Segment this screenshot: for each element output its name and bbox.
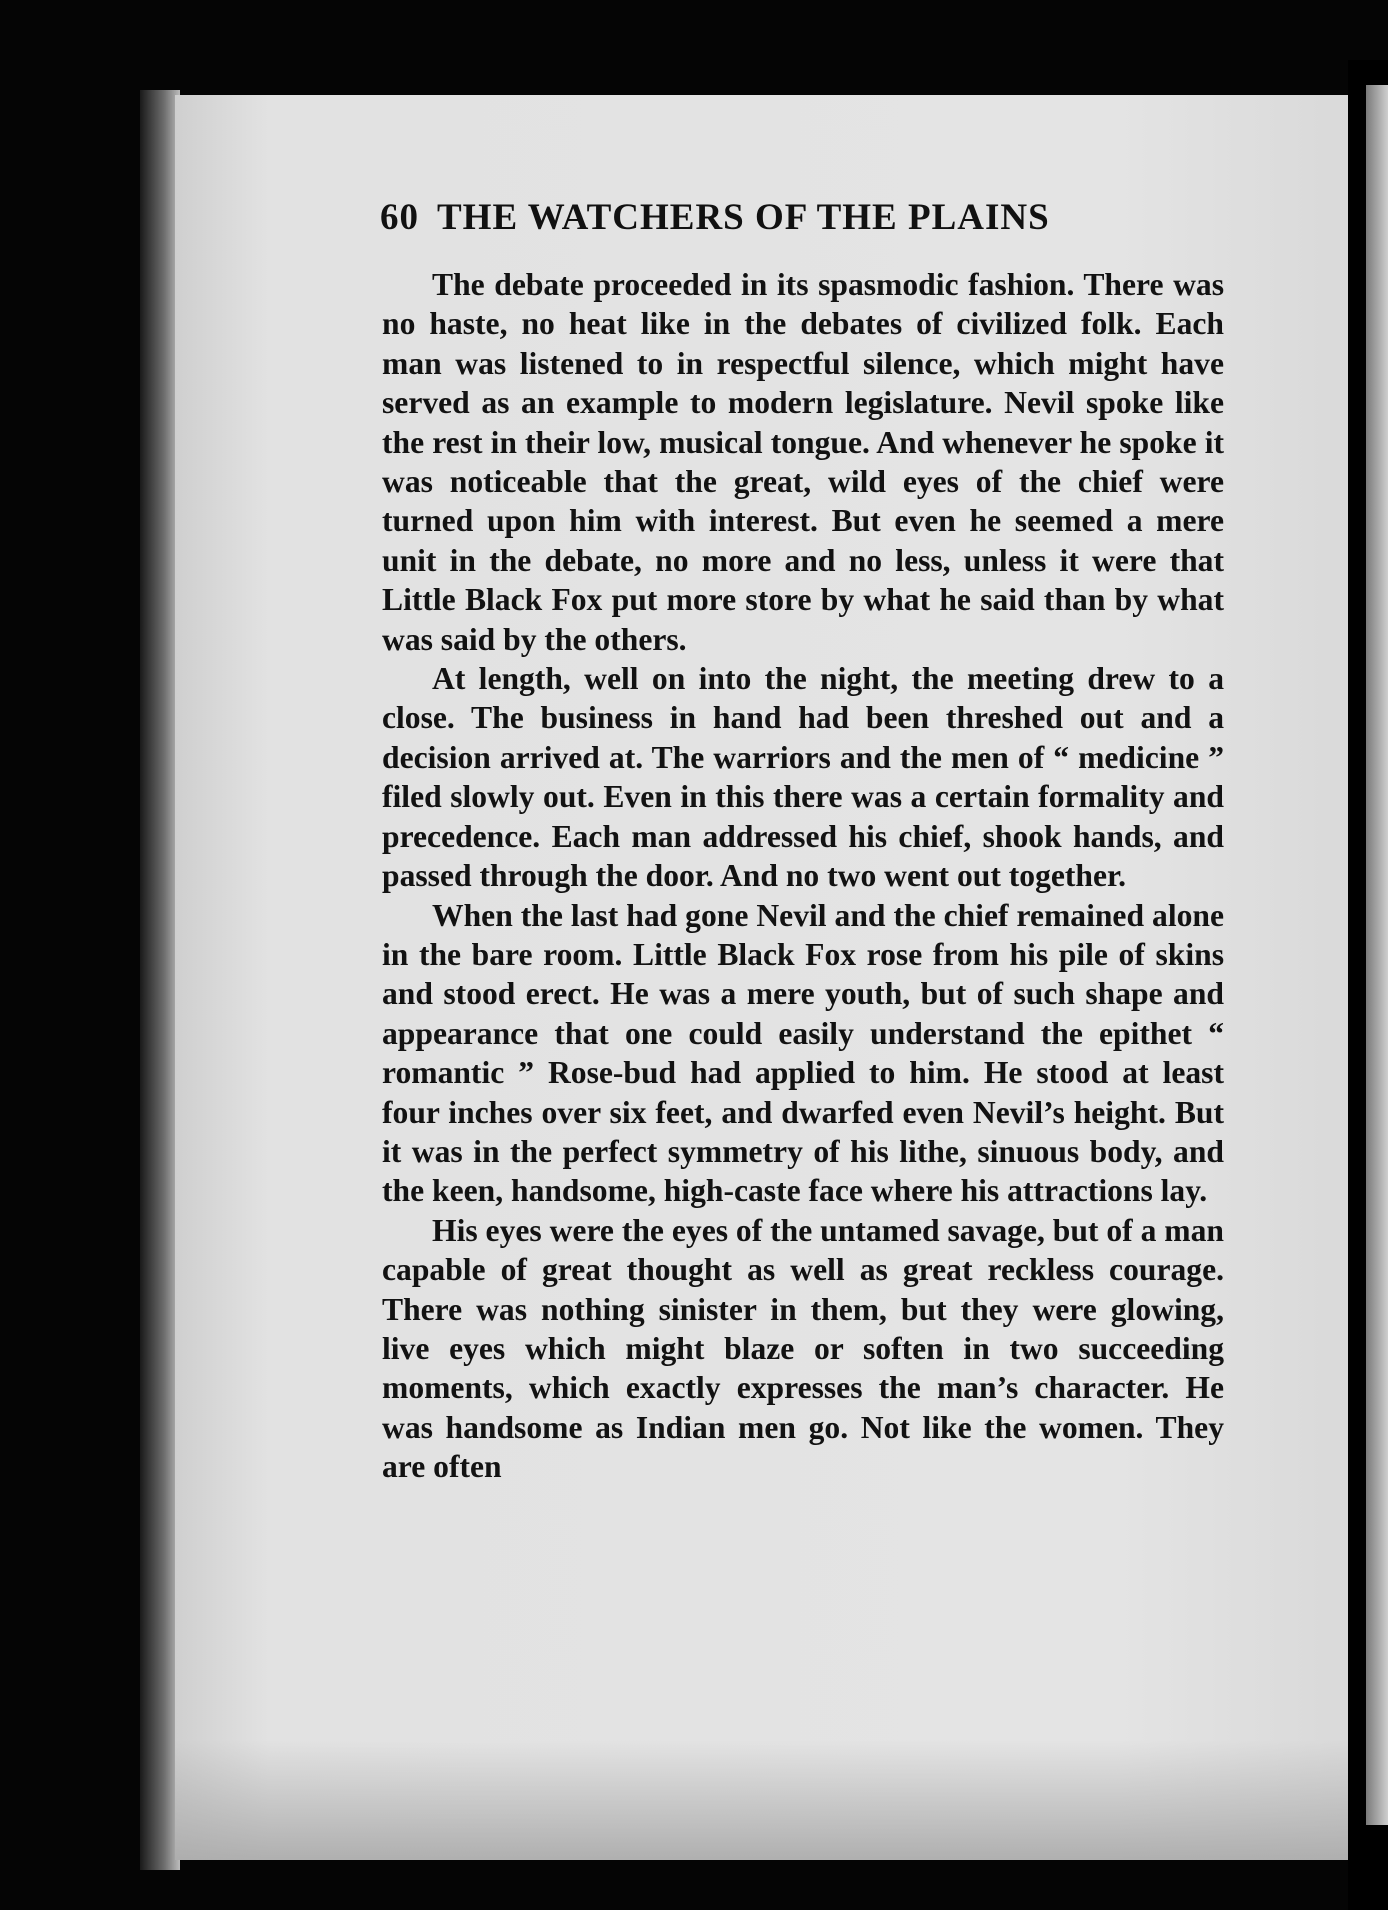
running-header xyxy=(380,196,1280,239)
paragraph-1: The debate proceeded in its spasmodic fashion. There was no haste, no heat like in the debates of civilized folk. Each man was listened to in respectful silence, which might have served as an example to modern legislature. Nevil spoke like the rest in their low, musical tongue. And whenever he spoke it was noticeable that the great, wild eyes of the chief were turned upon him with interest. But even he seemed a mere unit in the debate, no more and no less, unless it were that Little Black Fox put more store by what he said than by what was said by the others. xyxy=(382,267,1224,657)
page-number: 60 xyxy=(380,197,419,238)
body-text xyxy=(382,265,1224,1487)
paragraph-4: His eyes were the eyes of the untamed savage, but of a man capable of great thought as well as great reckless courage. There was nothing sinister in them, but they were glowing, live eyes which might blaze or soften in two succeeding moments, which exactly expresses the man’s character. He was handsome as Indian men go. Not like the women. They are often xyxy=(382,1212,1224,1485)
book-spine-shadow xyxy=(140,90,180,1870)
running-title: THE WATCHERS OF THE PLAINS xyxy=(437,197,1050,238)
paragraph-3: When the last had gone Nevil and the chief remained alone in the bare room. Little Black Fox rose from his pile of skins and stood erect. He was a mere youth, but of such shape and appearance that one could easily understand the epithet “ romantic ” Rose-bud had applied to him. He stood at least four inches over six feet, and dwarfed even Nevil’s height. But it was in the perfect symmetry of his lithe, sinuous body, and the keen, handsome, high-caste face where his attractions lay. xyxy=(382,897,1224,1209)
paragraph-2: At length, well on into the night, the meeting drew to a close. The business in hand had been threshed out and a decision arrived at. The warriors and the men of “ medicine ” filed slowly out. Even in this there was a certain formality and precedence. Each man addressed his chief, shook hands, and passed through the door. And no two went out together. xyxy=(382,661,1224,894)
facing-page-edge xyxy=(1366,85,1388,1825)
